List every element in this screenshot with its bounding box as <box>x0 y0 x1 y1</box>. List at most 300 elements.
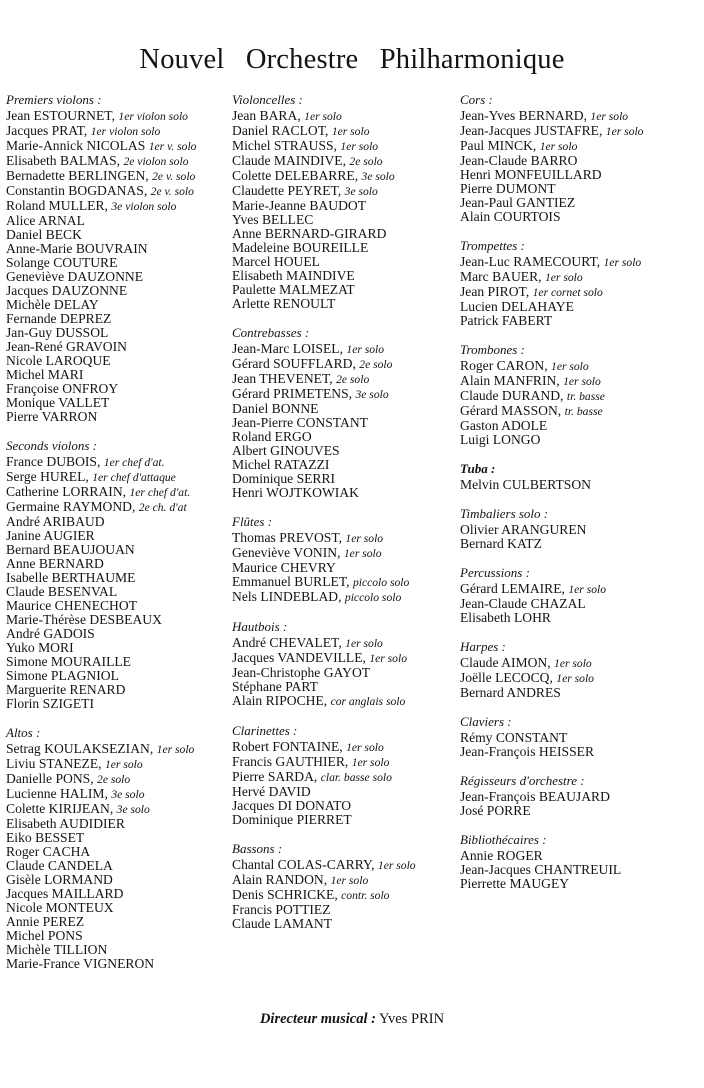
page-title: Nouvel Orchestre Philharmonique <box>139 44 565 75</box>
member-name: Michèle DELAY <box>6 297 99 312</box>
member-row <box>460 611 700 625</box>
member-name: Gérard SOUFFLARD, <box>232 356 356 371</box>
member-name: Michèle TILLION <box>6 942 108 957</box>
member-row <box>6 256 228 270</box>
member-name: Jacques PRAT, <box>6 123 88 138</box>
member-role: 2e violon solo <box>123 155 189 168</box>
member-name: Chantal COLAS-CARRY, <box>232 857 375 872</box>
section-title: Trombones : <box>460 342 525 357</box>
member-role: 1er solo <box>156 743 195 756</box>
member-name: Jean-Pierre CONSTANT <box>232 415 368 430</box>
member-role: contr. solo <box>341 889 390 902</box>
member-row <box>232 255 454 269</box>
member-row <box>460 168 700 182</box>
member-name: Pierre DUMONT <box>460 181 556 196</box>
member-row <box>6 326 228 340</box>
member-row <box>6 139 228 154</box>
section-title: Contrebasses : <box>232 325 310 340</box>
member-name: Patrick FABERT <box>460 313 553 328</box>
member-name: Joëlle LECOCQ, <box>460 670 553 685</box>
column-middle <box>232 92 454 945</box>
member-row <box>6 697 228 711</box>
member-role: 1er solo <box>104 758 143 771</box>
member-row <box>6 887 228 901</box>
member-role: 1er solo <box>345 637 383 650</box>
member-row <box>460 523 700 537</box>
member-row <box>232 666 454 680</box>
member-name: Colette DELEBARRE, <box>232 168 359 183</box>
member-row <box>6 500 228 515</box>
member-row <box>6 298 228 312</box>
member-role: cor anglais solo <box>330 695 406 708</box>
member-name: Yves BELLEC <box>232 212 314 227</box>
member-row <box>232 917 454 931</box>
member-row <box>6 410 228 424</box>
member-name: Elisabeth MAINDIVE <box>232 268 355 283</box>
member-row <box>232 546 454 561</box>
section <box>460 238 700 328</box>
member-row <box>6 368 228 382</box>
member-name: Jan-Guy DUSSOL <box>6 325 109 340</box>
section-title: Premiers violons : <box>6 92 102 107</box>
member-name: Geneviève DAUZONNE <box>6 269 144 284</box>
member-name: Florin SZIGETI <box>6 696 94 711</box>
member-role: 1er solo <box>343 547 382 560</box>
member-role: 1er chef d'at. <box>129 486 191 499</box>
member-row <box>6 845 228 859</box>
section <box>6 438 228 711</box>
member-role: clar. basse solo <box>320 771 392 784</box>
member-name: Albert GINOUVES <box>232 443 340 458</box>
member-row <box>460 597 700 611</box>
member-row <box>6 242 228 256</box>
member-name: Francis POTTIEZ <box>232 902 331 917</box>
member-row <box>232 199 454 213</box>
member-row <box>6 772 228 787</box>
member-row <box>6 901 228 915</box>
member-name: Françoise ONFROY <box>6 381 119 396</box>
member-row <box>6 396 228 410</box>
member-row <box>232 169 454 184</box>
member-role: 2e v. solo <box>152 170 196 183</box>
member-name: Jean BARA, <box>232 108 301 123</box>
member-row <box>232 636 454 651</box>
section-title: Flûtes : <box>232 514 273 529</box>
member-row <box>232 283 454 297</box>
member-row <box>460 478 700 492</box>
section-title: Clarinettes : <box>232 723 298 738</box>
member-name: Elisabeth AUDIDIER <box>6 816 125 831</box>
member-name: Michel PONS <box>6 928 83 943</box>
section-title: Trompettes : <box>460 238 525 253</box>
member-name: Gérard LEMAIRE, <box>460 581 565 596</box>
member-role: 1er solo <box>377 859 416 872</box>
member-row <box>232 402 454 416</box>
member-role: 2e v. solo <box>150 185 194 198</box>
member-name: Jean-Claude CHAZAL <box>460 596 586 611</box>
member-role: 1er chef d'at. <box>103 456 165 469</box>
member-role: 2e ch. d'at <box>138 501 187 514</box>
member-name: Thomas PREVOST, <box>232 530 343 545</box>
member-name: José PORRE <box>460 803 531 818</box>
member-name: Bernard ANDRES <box>460 685 561 700</box>
member-name: Nicole MONTEUX <box>6 900 114 915</box>
member-row <box>6 599 228 613</box>
member-name: Paulette MALMEZAT <box>232 282 355 297</box>
member-name: Anne-Marie BOUVRAIN <box>6 241 148 256</box>
member-name: Jean-Christophe GAYOT <box>232 665 371 680</box>
member-name: Jean-François BEAUJARD <box>460 789 610 804</box>
member-name: Marie-Thérèse DESBEAUX <box>6 612 162 627</box>
section <box>460 832 700 891</box>
member-role: 2e solo <box>359 358 393 371</box>
member-name: Henri WOJTKOWIAK <box>232 485 359 500</box>
member-name: Marguerite RENARD <box>6 682 126 697</box>
member-row <box>460 656 700 671</box>
member-row <box>232 694 454 709</box>
section-title: Violoncelles : <box>232 92 303 107</box>
member-name: Danielle PONS, <box>6 771 94 786</box>
section <box>460 461 700 492</box>
member-name: Liviu STANEZE, <box>6 756 102 771</box>
member-role: 1er solo <box>554 657 592 670</box>
member-row <box>232 241 454 255</box>
member-name: Pierre SARDA, <box>232 769 318 784</box>
member-role: 3e solo <box>111 788 145 801</box>
member-name: Bernadette BERLINGEN, <box>6 168 149 183</box>
member-name: Anne BERNARD <box>6 556 104 571</box>
member-name: Alain COURTOIS <box>460 209 561 224</box>
section <box>232 619 454 709</box>
member-name: Fernande DEPREZ <box>6 311 112 326</box>
member-row <box>232 458 454 472</box>
member-row <box>460 849 700 863</box>
member-name: Roland ERGO <box>232 429 312 444</box>
member-row <box>6 382 228 396</box>
member-name: Marie-Annick NICOLAS <box>6 138 146 153</box>
member-name: Jean-Jacques JUSTAFRE, <box>460 123 603 138</box>
member-name: Colette KIRIJEAN, <box>6 801 114 816</box>
section <box>460 639 700 700</box>
member-name: Gaston ADOLE <box>460 418 548 433</box>
member-row <box>6 787 228 802</box>
member-name: Geneviève VONIN, <box>232 545 341 560</box>
member-row <box>6 873 228 887</box>
member-name: Marcel HOUEL <box>232 254 320 269</box>
member-row <box>6 627 228 641</box>
member-name: Isabelle BERTHAUME <box>6 570 136 585</box>
member-row <box>6 340 228 354</box>
member-name: Jacques VANDEVILLE, <box>232 650 366 665</box>
member-row <box>460 863 700 877</box>
member-name: Jean THEVENET, <box>232 371 333 386</box>
member-name: Bernard BEAUJOUAN <box>6 542 135 557</box>
member-name: Pierrette MAUGEY <box>460 876 570 891</box>
member-row <box>6 655 228 669</box>
member-row <box>460 404 700 419</box>
member-name: Lucienne HALIM, <box>6 786 108 801</box>
member-row <box>232 486 454 500</box>
member-name: Henri MONFEUILLARD <box>460 167 602 182</box>
section <box>232 92 454 311</box>
member-row <box>460 804 700 818</box>
member-row <box>460 731 700 745</box>
member-row <box>232 387 454 402</box>
member-role: 1er v. solo <box>148 140 197 153</box>
member-row <box>6 831 228 845</box>
member-name: Arlette RENOULT <box>232 296 336 311</box>
member-name: Marie-France VIGNERON <box>6 956 155 971</box>
section <box>6 725 228 971</box>
member-row <box>6 485 228 500</box>
member-row <box>460 314 700 328</box>
member-role: 1er chef d'attaque <box>92 471 176 484</box>
member-name: Claude MAINDIVE, <box>232 153 347 168</box>
section-title: Timbaliers solo : <box>460 506 549 521</box>
member-name: Rémy CONSTANT <box>460 730 568 745</box>
member-role: 1er solo <box>590 110 629 123</box>
member-row <box>6 943 228 957</box>
member-row <box>6 228 228 242</box>
member-row <box>232 785 454 799</box>
member-name: André ARIBAUD <box>6 514 105 529</box>
member-row <box>460 419 700 433</box>
member-name: Madeleine BOUREILLE <box>232 240 369 255</box>
member-name: Jean-Marc LOISEL, <box>232 341 343 356</box>
member-row <box>6 109 228 124</box>
member-role: 1er solo <box>605 125 644 138</box>
member-row <box>6 214 228 228</box>
member-row <box>6 199 228 214</box>
member-name: Jean-Yves BERNARD, <box>460 108 588 123</box>
member-name: Bernard KATZ <box>460 536 542 551</box>
member-row <box>232 590 454 605</box>
member-row <box>460 300 700 314</box>
member-name: Dominique SERRI <box>232 471 336 486</box>
member-name: Jean-Claude BARRO <box>460 153 578 168</box>
member-row <box>460 671 700 686</box>
member-role: 1er cornet solo <box>532 286 603 299</box>
member-role: piccolo solo <box>344 591 402 604</box>
member-row <box>6 354 228 368</box>
section-title: Bassons : <box>232 841 283 856</box>
member-row <box>6 455 228 470</box>
section <box>6 92 228 424</box>
member-name: Jacques MAILLARD <box>6 886 124 901</box>
member-name: Simone MOURAILLE <box>6 654 131 669</box>
member-name: André CHEVALET, <box>232 635 342 650</box>
member-row <box>232 430 454 444</box>
member-row <box>6 641 228 655</box>
member-row <box>460 582 700 597</box>
member-name: Maurice CHEVRY <box>232 560 336 575</box>
member-name: Dominique PIERRET <box>232 812 352 827</box>
member-row <box>460 745 700 759</box>
member-row <box>232 472 454 486</box>
member-name: Setrag KOULAKSEZIAN, <box>6 741 154 756</box>
member-row <box>6 613 228 627</box>
section <box>460 714 700 759</box>
member-row <box>6 859 228 873</box>
member-role: 1er solo <box>568 583 607 596</box>
member-name: Jean-Luc RAMECOURT, <box>460 254 601 269</box>
member-name: Alain RIPOCHE, <box>232 693 328 708</box>
member-row <box>6 543 228 557</box>
member-row <box>460 210 700 224</box>
section <box>232 723 454 827</box>
music-director <box>0 1010 704 1028</box>
member-name: Claude LAMANT <box>232 916 333 931</box>
member-row <box>232 154 454 169</box>
member-role: 1er solo <box>603 256 642 269</box>
member-name: Jean ESTOURNET, <box>6 108 115 123</box>
section <box>460 773 700 818</box>
member-name: Lucien DELAHAYE <box>460 299 574 314</box>
member-row <box>232 227 454 241</box>
member-row <box>232 297 454 311</box>
member-row <box>460 124 700 139</box>
section <box>460 92 700 224</box>
member-row <box>232 531 454 546</box>
member-name: Alain RANDON, <box>232 872 328 887</box>
member-row <box>6 957 228 971</box>
member-row <box>232 888 454 903</box>
member-name: Marc BAUER, <box>460 269 542 284</box>
section-title: Seconds violons : <box>6 438 97 453</box>
member-name: Gisèle LORMAND <box>6 872 113 887</box>
member-role: 1er solo <box>331 125 370 138</box>
member-role: 1er solo <box>539 140 578 153</box>
member-name: Alain MANFRIN, <box>460 373 560 388</box>
member-row <box>460 182 700 196</box>
member-name: Claude AIMON, <box>460 655 551 670</box>
member-row <box>232 124 454 139</box>
member-role: 1er solo <box>340 140 379 153</box>
member-row <box>6 154 228 169</box>
member-name: Elisabeth BALMAS, <box>6 153 121 168</box>
section <box>232 514 454 605</box>
member-name: Melvin CULBERTSON <box>460 477 591 492</box>
member-row <box>6 571 228 585</box>
member-row <box>232 680 454 694</box>
member-row <box>232 372 454 387</box>
member-name: Jacques DAUZONNE <box>6 283 128 298</box>
member-role: 1er solo <box>563 375 601 388</box>
member-role: 1er solo <box>551 360 589 373</box>
member-name: Michel STRAUSS, <box>232 138 337 153</box>
member-name: Daniel BONNE <box>232 401 319 416</box>
member-row <box>232 575 454 590</box>
member-name: Janine AUGIER <box>6 528 95 543</box>
member-row <box>6 184 228 199</box>
member-row <box>460 285 700 300</box>
member-role: 3e solo <box>361 170 395 183</box>
member-name: Jean-Jacques CHANTREUIL <box>460 862 622 877</box>
member-name: Pierre VARRON <box>6 409 98 424</box>
member-role: tr. basse <box>566 390 605 403</box>
member-name: Gérard PRIMETENS, <box>232 386 353 401</box>
member-name: Nicole LAROQUE <box>6 353 111 368</box>
member-name: Jean PIROT, <box>460 284 530 299</box>
member-name: Anne BERNARD-GIRARD <box>232 226 387 241</box>
member-row <box>232 873 454 888</box>
member-role: 1er violon solo <box>90 125 161 138</box>
section-title: Altos : <box>6 725 41 740</box>
member-row <box>6 515 228 529</box>
member-row <box>6 312 228 326</box>
member-name: Paul MINCK, <box>460 138 537 153</box>
member-row <box>460 359 700 374</box>
section <box>460 342 700 447</box>
member-name: Claude CANDELA <box>6 858 113 873</box>
section-title: Bibliothécaires : <box>460 832 547 847</box>
member-name: Gérard MASSON, <box>460 403 562 418</box>
member-name: Roger CACHA <box>6 844 91 859</box>
member-row <box>6 683 228 697</box>
member-row <box>6 915 228 929</box>
member-row <box>6 557 228 571</box>
member-row <box>460 270 700 285</box>
member-role: 3e solo <box>355 388 389 401</box>
member-role: 1er solo <box>345 532 384 545</box>
member-name: Francis GAUTHIER, <box>232 754 349 769</box>
member-name: Constantin BOGDANAS, <box>6 183 148 198</box>
section <box>460 506 700 551</box>
member-role: 1er solo <box>544 271 583 284</box>
member-row <box>232 858 454 873</box>
member-name: Nels LINDEBLAD, <box>232 589 342 604</box>
member-name: Solange COUTURE <box>6 255 118 270</box>
member-role: 1er solo <box>369 652 407 665</box>
member-name: Michel RATAZZI <box>232 457 330 472</box>
member-name: Marie-Jeanne BAUDOT <box>232 198 367 213</box>
member-role: 1er violon solo <box>118 110 188 123</box>
member-row <box>460 877 700 891</box>
member-name: Roland MULLER, <box>6 198 108 213</box>
member-name: Jacques DI DONATO <box>232 798 352 813</box>
member-row <box>232 357 454 372</box>
section-title: Harpes : <box>460 639 506 654</box>
member-role: 3e solo <box>344 185 378 198</box>
member-role: 1er solo <box>556 672 594 685</box>
section <box>460 565 700 625</box>
member-row <box>232 813 454 827</box>
member-row <box>232 139 454 154</box>
member-name: Jean-Paul GANTIEZ <box>460 195 576 210</box>
member-name: Germaine RAYMOND, <box>6 499 136 514</box>
member-role: 2e solo <box>336 373 370 386</box>
member-name: Stéphane PART <box>232 679 318 694</box>
member-row <box>232 740 454 755</box>
member-row <box>6 669 228 683</box>
member-name: Catherine LORRAIN, <box>6 484 127 499</box>
member-name: André GADOIS <box>6 626 95 641</box>
member-row <box>460 433 700 447</box>
member-name: Roger CARON, <box>460 358 548 373</box>
member-name: Claude BESENVAL <box>6 584 118 599</box>
column-right <box>460 92 700 905</box>
member-row <box>460 196 700 210</box>
member-name: Daniel RACLOT, <box>232 123 329 138</box>
member-row <box>6 470 228 485</box>
member-name: Michel MARI <box>6 367 84 382</box>
member-row <box>460 255 700 270</box>
member-row <box>232 342 454 357</box>
member-row <box>460 154 700 168</box>
member-role: tr. basse <box>564 405 603 418</box>
member-row <box>232 755 454 770</box>
member-row <box>232 799 454 813</box>
